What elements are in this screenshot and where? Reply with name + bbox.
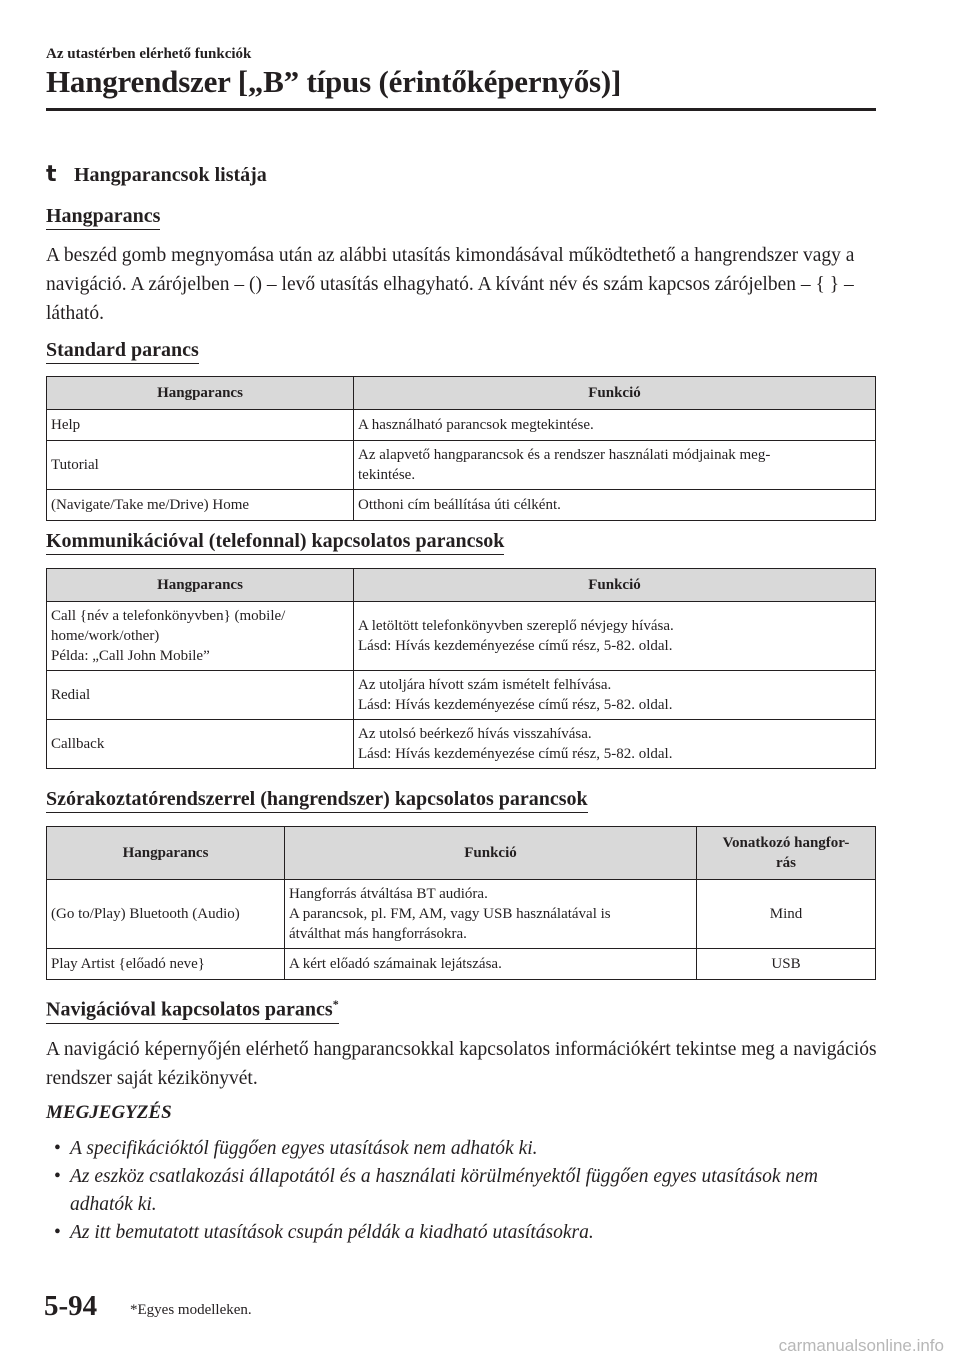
source-cell: Mind <box>697 880 876 949</box>
table-row <box>47 490 876 521</box>
command-cell: Call {név a telefonkönyvben} (mobile/ home/work/other) Példa: „Call John Mobile” <box>47 602 354 671</box>
page-number: 5-94 <box>44 1290 98 1322</box>
navigation-text: A navigáció képernyőjén elérhető hangparancsokkal kapcsolatos információkért tekintse meg a navigációs rendszer saját kézikönyvét. <box>46 1039 877 1089</box>
table-header: Hangparancs <box>47 827 285 880</box>
title-divider <box>46 108 876 111</box>
note-list <box>46 1135 876 1247</box>
footnote: *Egyes modelleken. <box>130 1302 252 1318</box>
table-header: Funkció <box>354 377 876 410</box>
table-header: Hangparancs <box>47 569 354 602</box>
table-header: Hangparancs <box>47 377 354 410</box>
communication-table <box>46 568 876 769</box>
entertainment-heading: Szórakoztatórendszerrel (hangrendszer) kapcsolatos parancsok <box>46 788 588 813</box>
voice-command-intro: A beszéd gomb megnyomása után az alábbi utasítás kimondásával működtethető a hangrendszer vagy a navigáció. A zárójelben – () – levő utasítás elhagyható. A kívánt név és szám kapcsos zárójelben – { } – látható. <box>46 245 855 324</box>
function-cell: Az utolsó beérkező hívás visszahívása. Lásd: Hívás kezdeményezése című rész, 5-82. oldal. <box>354 720 876 769</box>
command-cell: Redial <box>47 671 354 720</box>
command-cell: (Navigate/Take me/Drive) Home <box>47 490 354 521</box>
table-header: Funkció <box>354 569 876 602</box>
command-cell: Callback <box>47 720 354 769</box>
list-item <box>46 1163 876 1219</box>
bullet-icon: • <box>54 1222 61 1243</box>
standard-table <box>46 376 876 521</box>
standard-heading: Standard parancs <box>46 339 199 364</box>
voice-command-heading: Hangparancs <box>46 205 160 230</box>
table-row <box>47 671 876 720</box>
function-cell: A kért előadó számainak lejátszása. <box>285 949 697 980</box>
function-cell: A használható parancsok megtekintése. <box>354 410 876 441</box>
function-cell: A letöltött telefonkönyvben szereplő névjegy hívása. Lásd: Hívás kezdeményezése című rész, 5-82. oldal. <box>354 602 876 671</box>
watermark: carmanualsonline.info <box>778 1336 944 1355</box>
section-heading: Hangparancsok listája <box>74 164 267 186</box>
function-cell: Otthoni cím beállítása úti célként. <box>354 490 876 521</box>
command-cell: Tutorial <box>47 441 354 490</box>
function-cell: Az utoljára hívott szám ismételt felhívása. Lásd: Hívás kezdeményezése című rész, 5-82. oldal. <box>354 671 876 720</box>
table-row <box>47 410 876 441</box>
communication-heading: Kommunikációval (telefonnal) kapcsolatos parancsok <box>46 530 504 555</box>
source-cell: USB <box>697 949 876 980</box>
list-item <box>46 1135 876 1163</box>
bullet-icon: • <box>54 1166 61 1187</box>
section-marker-icon: t <box>46 162 57 187</box>
function-cell: Az alapvető hangparancsok és a rendszer használati módjainak meg- tekintése. <box>354 441 876 490</box>
entertainment-table <box>46 826 876 980</box>
command-cell: (Go to/Play) Bluetooth (Audio) <box>47 880 285 949</box>
table-row <box>47 602 876 671</box>
footnote-asterisk: * <box>332 997 339 1011</box>
navigation-heading <box>46 997 339 1024</box>
section-label: Az utastérben elérhető funkciók <box>46 46 252 62</box>
bullet-icon: • <box>54 1138 61 1159</box>
function-cell: Hangforrás átváltása BT audióra. A parancsok, pl. FM, AM, vagy USB használatával is átválthat más hangforrásokra. <box>285 880 697 949</box>
table-header: Funkció <box>285 827 697 880</box>
page-title: Hangrendszer [„B” típus (érintőképernyős)] <box>46 64 622 99</box>
table-header: Vonatkozó hangfor- rás <box>697 827 876 880</box>
list-item <box>46 1219 876 1247</box>
note-text: Az itt bemutatott utasítások csupán példák a kiadható utasításokra. <box>70 1222 594 1243</box>
note-title: MEGJEGYZÉS <box>46 1102 172 1123</box>
table-row <box>47 949 876 980</box>
note-text: A specifikációktól függően egyes utasítások nem adhatók ki. <box>70 1138 538 1159</box>
table-row <box>47 441 876 490</box>
note-text: Az eszköz csatlakozási állapotától és a használati körülményektől függően egyes utasítások nem adhatók ki. <box>70 1166 818 1215</box>
command-cell: Help <box>47 410 354 441</box>
table-row <box>47 880 876 949</box>
command-cell: Play Artist {előadó neve} <box>47 949 285 980</box>
table-row <box>47 720 876 769</box>
navigation-heading-text: Navigációval kapcsolatos parancs <box>46 998 333 1021</box>
